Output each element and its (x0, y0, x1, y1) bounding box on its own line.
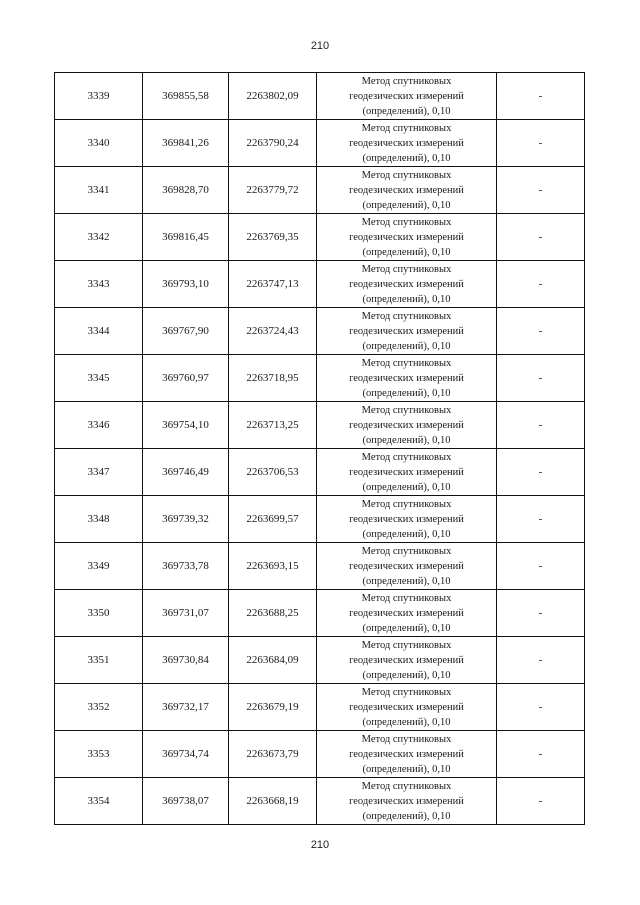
method-cell (317, 308, 497, 355)
method-line: Метод спутниковых (361, 592, 452, 604)
method-line: геодезических измерений (349, 466, 464, 478)
method-line: Метод спутниковых (361, 122, 452, 134)
note-cell: - (497, 261, 585, 308)
x-coordinate-cell: 369855,58 (143, 73, 229, 120)
coordinates-table (54, 72, 585, 825)
y-coordinate-cell: 2263699,57 (229, 496, 317, 543)
note-cell: - (497, 308, 585, 355)
method-line: Метод спутниковых (361, 733, 452, 745)
method-line: (определений), 0,10 (362, 810, 451, 822)
method-line: (определений), 0,10 (362, 340, 451, 352)
method-cell (317, 778, 497, 825)
x-coordinate-cell: 369733,78 (143, 543, 229, 590)
table-row (55, 637, 585, 684)
method-line: Метод спутниковых (361, 310, 452, 322)
note-cell: - (497, 402, 585, 449)
y-coordinate-cell: 2263668,19 (229, 778, 317, 825)
y-coordinate-cell: 2263790,24 (229, 120, 317, 167)
method-line: геодезических измерений (349, 184, 464, 196)
point-number-cell: 3344 (55, 308, 143, 355)
note-cell: - (497, 355, 585, 402)
x-coordinate-cell: 369746,49 (143, 449, 229, 496)
x-coordinate-cell: 369767,90 (143, 308, 229, 355)
method-line: (определений), 0,10 (362, 763, 451, 775)
method-line: (определений), 0,10 (362, 481, 451, 493)
y-coordinate-cell: 2263802,09 (229, 73, 317, 120)
method-cell (317, 684, 497, 731)
method-line: (определений), 0,10 (362, 528, 451, 540)
method-line: (определений), 0,10 (362, 622, 451, 634)
note-cell: - (497, 449, 585, 496)
method-cell (317, 590, 497, 637)
method-line: Метод спутниковых (361, 639, 452, 651)
method-line: (определений), 0,10 (362, 434, 451, 446)
table-row (55, 684, 585, 731)
coordinates-table-body (55, 73, 585, 825)
method-line: геодезических измерений (349, 607, 464, 619)
point-number-cell: 3350 (55, 590, 143, 637)
method-line: Метод спутниковых (361, 545, 452, 557)
method-cell (317, 402, 497, 449)
y-coordinate-cell: 2263706,53 (229, 449, 317, 496)
y-coordinate-cell: 2263679,19 (229, 684, 317, 731)
point-number-cell: 3346 (55, 402, 143, 449)
method-line: (определений), 0,10 (362, 152, 451, 164)
method-line: Метод спутниковых (361, 686, 452, 698)
method-line: (определений), 0,10 (362, 293, 451, 305)
point-number-cell: 3354 (55, 778, 143, 825)
method-line: геодезических измерений (349, 654, 464, 666)
point-number-cell: 3352 (55, 684, 143, 731)
y-coordinate-cell: 2263747,13 (229, 261, 317, 308)
note-cell: - (497, 496, 585, 543)
x-coordinate-cell: 369816,45 (143, 214, 229, 261)
point-number-cell: 3339 (55, 73, 143, 120)
x-coordinate-cell: 369739,32 (143, 496, 229, 543)
method-cell (317, 496, 497, 543)
method-line: геодезических измерений (349, 372, 464, 384)
table-row (55, 261, 585, 308)
method-line: (определений), 0,10 (362, 105, 451, 117)
point-number-cell: 3345 (55, 355, 143, 402)
note-cell: - (497, 167, 585, 214)
method-line: (определений), 0,10 (362, 387, 451, 399)
method-cell (317, 120, 497, 167)
y-coordinate-cell: 2263673,79 (229, 731, 317, 778)
method-line: (определений), 0,10 (362, 246, 451, 258)
note-cell: - (497, 778, 585, 825)
x-coordinate-cell: 369731,07 (143, 590, 229, 637)
table-row (55, 543, 585, 590)
method-line: Метод спутниковых (361, 263, 452, 275)
method-line: геодезических измерений (349, 560, 464, 572)
method-cell (317, 731, 497, 778)
method-line: Метод спутниковых (361, 357, 452, 369)
method-cell (317, 543, 497, 590)
method-line: Метод спутниковых (361, 216, 452, 228)
note-cell: - (497, 590, 585, 637)
y-coordinate-cell: 2263724,43 (229, 308, 317, 355)
note-cell: - (497, 684, 585, 731)
page-number-top: 210 (310, 40, 330, 52)
method-cell (317, 261, 497, 308)
table-row (55, 167, 585, 214)
note-cell: - (497, 120, 585, 167)
method-line: геодезических измерений (349, 278, 464, 290)
table-row (55, 120, 585, 167)
table-row (55, 308, 585, 355)
point-number-cell: 3342 (55, 214, 143, 261)
point-number-cell: 3353 (55, 731, 143, 778)
method-line: Метод спутниковых (361, 451, 452, 463)
method-line: Метод спутниковых (361, 169, 452, 181)
method-line: (определений), 0,10 (362, 669, 451, 681)
method-cell (317, 355, 497, 402)
method-line: геодезических измерений (349, 419, 464, 431)
method-line: (определений), 0,10 (362, 575, 451, 587)
x-coordinate-cell: 369841,26 (143, 120, 229, 167)
point-number-cell: 3347 (55, 449, 143, 496)
method-line: геодезических измерений (349, 795, 464, 807)
note-cell: - (497, 731, 585, 778)
method-line: геодезических измерений (349, 513, 464, 525)
x-coordinate-cell: 369760,97 (143, 355, 229, 402)
table-row (55, 590, 585, 637)
y-coordinate-cell: 2263713,25 (229, 402, 317, 449)
method-line: Метод спутниковых (361, 780, 452, 792)
point-number-cell: 3341 (55, 167, 143, 214)
method-line: Метод спутниковых (361, 75, 452, 87)
table-row (55, 355, 585, 402)
table-row (55, 496, 585, 543)
y-coordinate-cell: 2263693,15 (229, 543, 317, 590)
note-cell: - (497, 73, 585, 120)
point-number-cell: 3348 (55, 496, 143, 543)
x-coordinate-cell: 369793,10 (143, 261, 229, 308)
y-coordinate-cell: 2263779,72 (229, 167, 317, 214)
method-cell (317, 449, 497, 496)
x-coordinate-cell: 369738,07 (143, 778, 229, 825)
method-cell (317, 167, 497, 214)
table-row (55, 214, 585, 261)
y-coordinate-cell: 2263718,95 (229, 355, 317, 402)
x-coordinate-cell: 369754,10 (143, 402, 229, 449)
x-coordinate-cell: 369732,17 (143, 684, 229, 731)
table-row (55, 449, 585, 496)
method-line: (определений), 0,10 (362, 716, 451, 728)
method-line: геодезических измерений (349, 90, 464, 102)
table-row (55, 778, 585, 825)
method-line: Метод спутниковых (361, 404, 452, 416)
y-coordinate-cell: 2263769,35 (229, 214, 317, 261)
x-coordinate-cell: 369734,74 (143, 731, 229, 778)
method-line: геодезических измерений (349, 748, 464, 760)
method-line: геодезических измерений (349, 701, 464, 713)
page-number-bottom: 210 (310, 839, 330, 851)
table-row (55, 731, 585, 778)
method-line: (определений), 0,10 (362, 199, 451, 211)
point-number-cell: 3340 (55, 120, 143, 167)
point-number-cell: 3343 (55, 261, 143, 308)
method-cell (317, 73, 497, 120)
point-number-cell: 3351 (55, 637, 143, 684)
method-cell (317, 637, 497, 684)
table-row (55, 73, 585, 120)
method-line: Метод спутниковых (361, 498, 452, 510)
y-coordinate-cell: 2263684,09 (229, 637, 317, 684)
note-cell: - (497, 637, 585, 684)
point-number-cell: 3349 (55, 543, 143, 590)
method-line: геодезических измерений (349, 325, 464, 337)
x-coordinate-cell: 369828,70 (143, 167, 229, 214)
note-cell: - (497, 543, 585, 590)
y-coordinate-cell: 2263688,25 (229, 590, 317, 637)
note-cell: - (497, 214, 585, 261)
method-line: геодезических измерений (349, 231, 464, 243)
table-row (55, 402, 585, 449)
x-coordinate-cell: 369730,84 (143, 637, 229, 684)
method-line: геодезических измерений (349, 137, 464, 149)
method-cell (317, 214, 497, 261)
